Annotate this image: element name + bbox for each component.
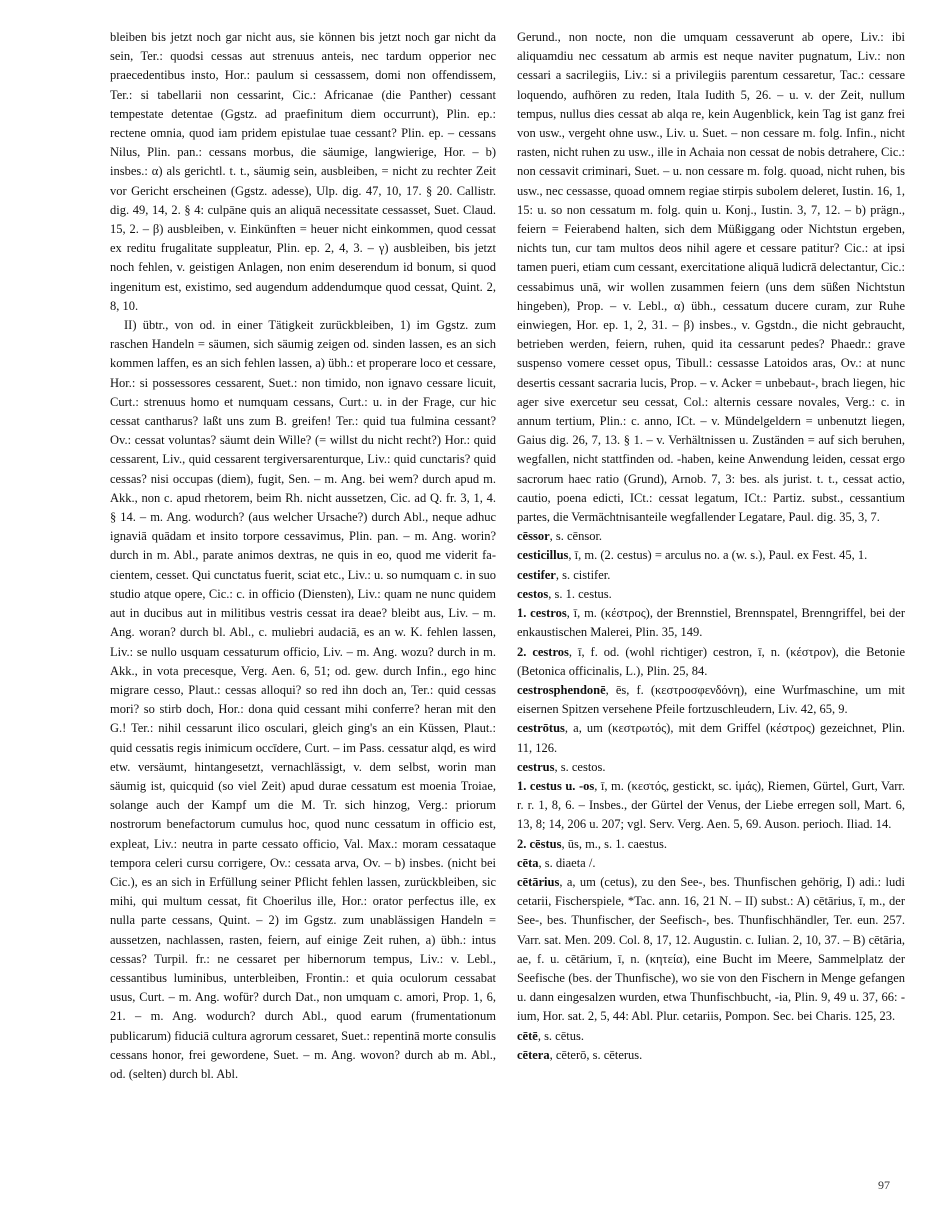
headword: 2. cēstus bbox=[517, 836, 562, 851]
entry-cetarius: cētārius, a, um (cetus), zu den See-, bes. Thunfischen gehörig, I) adi.: ludi cetarii, Fischerspiele, *Tac. ann. 16, 21 N. – II) subst.: A) cētārius, ī, m., der See-, bes. Thunfischer, der Seefisch-, bes. Thunfischhändler, Ter. eun. 257. Varr. sat. Men. 209. Col. 8, 17, 12. Augustin. c. Iulian. 2, 10, 37. – B) cētāria, ae, f. u. cētārium, ī, n. (κητεία), eine Bucht im Meere, Sammelplatz der Seefische (bes. der Thunfische), wo sie von den Fischern in Menge gefangen u. dann eingesalzen wurden, etwa Thunfischbucht, -ia, Plin. 9, 49 u. 37, 66: -ium, Hor. sat. 2, 5, 44: Abl. Plur. cetariis, Pompon. Sec. bei Charis. 125, 23. bbox=[517, 874, 905, 1024]
headword: cestos bbox=[517, 586, 549, 601]
entry-ceta: cēta, s. diaeta /. bbox=[517, 855, 596, 870]
entry-cestrus: cestrus, s. cestos. bbox=[517, 759, 606, 774]
entry-cestus-1: 1. cestus u. -os, ī, m. (κεστός, gestickt, sc. ἱμάς), Riemen, Gürtel, Gurt, Varr. r. r. 1, 8, 6. – Insbes., der Gürtel der Venus, der Liebe erregen soll, Mart. 6, 13, 8; 14, 206 u. 207; vgl. Serv. Verg. Aen. 5, 69. Auson. perioch. Iliad. 14. bbox=[517, 778, 905, 832]
headword: cētera bbox=[517, 1047, 550, 1062]
entry-cesticillus: cesticillus, ī, m. (2. cestus) = arculus no. a (w. s.), Paul. ex Fest. 45, 1. bbox=[517, 548, 868, 563]
headword: cesticillus bbox=[517, 548, 569, 563]
headword: cestrōtus bbox=[517, 721, 565, 736]
headword: cestrosphendonē bbox=[517, 682, 606, 697]
page-number: 97 bbox=[878, 1178, 890, 1192]
entry-cete: cētē, s. cētus. bbox=[517, 1028, 584, 1043]
headword: 2. cestros bbox=[517, 644, 569, 659]
entry-cestos: cestos, s. 1. cestus. bbox=[517, 586, 612, 601]
entry-continuation: bleiben bis jetzt noch gar nicht aus, sie können bis jetzt noch gar nicht da sein, Ter.: quodsi cessas aut strenuus anteis, nec tardum opperior nec praecedentibus insto, Hor.: paulum si cessassem, domi non offendissem, Ter.: si tabellarii non cessarint, Cic.: Africanae (die Panther) cessant tempestate detentae (Ggstz. ad praefinitum diem occurrunt), Plin. ep.: rectene omnia, quod iam pridem epistulae tuae cessant? Plin. ep. – cessans Nilus, Plin. pan.: cessans morbus, die säumige, langwierige, Hor. – b) insbes.: α) als gerichtl. t. t., säumig sein, ausbleiben, = nicht zu rechter Zeit vor Gericht erscheinen (Ggstz. adesse), Ulp. dig. 47, 10, 17. § 20. Callistr. dig. 49, 14, 2. § 4: culpāne quis an aliquā necessitate cessasset, Suet. Claud. 15, 2. – β) ausbleiben, v. Einkünften = heuer nicht einkommen, quod cessat ex reditu frugalitate suppleatur, Plin. ep. 2, 4, 3. – γ) ausbleiben, bis jetzt noch fehlen, v. geistigen Anlagen, non enim deserendum id bonum, si quod ingenitum est, existimo, sed augendum addendumque quod cessat, Quint. 2, 8, 10. bbox=[110, 30, 496, 313]
entry-cestros-1: 1. cestros, ī, m. (κέστρος), der Brennstiel, Brennspatel, Brenngriffel, bei der enkaustischen Malerei, Plin. 35, 149. bbox=[517, 606, 905, 640]
left-column bbox=[110, 28, 496, 1168]
headword: 1. cestros bbox=[517, 606, 567, 621]
entry-cessor: cēssor, s. cēnsor. bbox=[517, 529, 603, 544]
entry-cestros-2: 2. cestros, ī, f. od. (wohl richtiger) cestron, ī, n. (κέστρον), die Betonie (Betonica officinalis, L.), Plin. 25, 84. bbox=[517, 644, 905, 678]
entry-continuation-right: Gerund., non nocte, non die umquam cessaverunt ab opere, Liv.: ibi aliquamdiu nec cessatum ab armis est neque naviter pugnatum, Liv.: non cessari a sacrilegiis, Liv.: si a privilegiis parentum cessaretur, Tac.: cessare loquendo, aufhören zu reden, Itala Iudith 5, 26. – u. v. der Zeit, nullum tempus, nullus dies cessat ab alqa re, kein Augenblick, kein Tag ist ganz frei von usw., vergeht ohne usw., Liv. u. Suet. – non cessare m. folg. Infin., nicht rasten, nicht ruhen zu usw., ille in Achaia non cessat de nobis detrahere, Cic.: non cessavit criminari, Suet. – u. non cessare m. folg. quoad, nicht ruhen, bis usw., nec cessasse, quoad omnem regiae stirpis subolem deleret, Iustin. 16, 1, 15: u. so non cessatum m. folg. quin u. Konj., Iustin. 3, 7, 12. – b) prägn., feiern = Feierabend halten, sich dem Müßiggang oder Nichtstun ergeben, nichts tun, cur tam multos deos nihil agere et cessare patitur? Cic.: at ipsi tamen pueri, etiam cum cessant, exercitatione aliquā ludicrā delectantur, Cic.: cessabimus unā, wir wollen zusammen feiern (uns dem süßen Nichtstun hingeben), Prop. – v. Lebl., α) übh., cessatum ducere curam, zur Ruhe einwiegen, Hor. ep. 1, 2, 31. – β) insbes., v. Ggstdn., die nicht gebraucht, betrieben werden, feiern, ruhen, quid ita cessarunt pedes? Phaedr.: grave suspenso vomere cesset opus, Tibull.: cessasse Latoidos aras, Ov.: at nunc desertis cessant sacraria lucis, Prop. – v. Acker = unbebaut-, brach liegen, hic ager sive exercetur seu cessat, Col.: alternis cessare novales, Verg.: c. in annum tertium, Plin.: c. anno, ICt. – v. Mündelgeldern = unbenutzt liegen, Gaius dig. 26, 7, 13. § 1. – v. Verhältnissen u. Zuständen = auf sich beruhen, wegfallen, nicht stattfinden od. -haben, keine Anwendung leiden, cessat ergo sacrorum haec ratio (Grund), Arnob. 7, 3: bes. als jurist. t. t., cessat actio, cautio, poena edicti, ICt.: cessat legatum, ICt.: Partiz. subst., cessantium partes, die Vermächtnisanteile wegfallender Legatare, Paul. dig. 35, 3, 7. bbox=[517, 30, 905, 525]
headword: 1. cestus u. -os bbox=[517, 778, 595, 793]
headword: cestrus bbox=[517, 759, 555, 774]
entry-section-II: II) übtr., von od. in einer Tätigkeit zurückbleiben, 1) im Ggstz. zum raschen Handeln = säumen, sich säumig zeigen od. sinden lassen, es an sich kommen laffen, es an sich fehlen lassen, a) übh.: et properare loco et cessare, Hor.: si possessores cessarent, Suet.: non timido, non ignavo cessare licuit, Curt.: strenuus homo et numquam cessans, Curt.: u. in der Frage, cur hic cessat cantharus? laßt uns zum B. greifen! Ter.: quid tua fulmina cessant? Ov.: cessat voluntas? säumt dein Wille? (= willst du nicht recht?) Hor.: quid cessarent, Liv., quid cessarent tergiversarenturque, Liv.: quid cunctaris? quid cessas? nisi occupas (diem), fugit, Sen. – m. Ang. bei wem? durch apud m. Akk., non c. apud rhetorem, beim Rh. nicht aussetzen, Cic. ad Q. fr. 3, 1, 4. § 14. – m. Ang. wodurch? (aus welcher Ursache?) durch Abl., neque adhuc ignaviā quādam et insito torpore cessavimus, Plin. pan. – m. Ang. worin? durch in m. Abl., parate animos dextras, ne quis in eo, quod me viderit facientem, cesset. Qui cunctatus fuerit, sciat etc., Liv.: u. so numquam c. in suo studio atque opere, Cic.: c. in officio (Diensten), Liv.: quam ne nunc quidem aut in ducibus aut in militibus vestris cessat ira deae? bleibt aus, Liv. – m. Ang. woran? durch bl. Abl., c. muliebri audaciā, es an w. K. fehlen lassen, Liv.: se nullo usquam cessaturum officio, Liv. – m. Ang. wozu? durch in m. Akk., in vota precesque, Verg. Aen. 6, 51; od. gew. durch Infin., ego hinc migrare cesso, Plaut.: cessas alloqui? so red ihn doch an, Ter.: quid cessas mori? so stirb doch, Hor.: dona quid cessant mihi conferre? heran mit den G.! Ter.: nihil cessarunt ilico osculari, gleich ging's an ein Küssen, Plaut.: quid cessatis regis inimicum occīdere, Curt. – im Pass. cessatur alqd, es wird etw. versäumt, hintangesetzt, vernachlässigt, v. dem selbst, worin man säumig ist, quicquid (so viel Zeit) apud durae cessatum est moenia Troiae, solange auch der Kampf um die M. Tr. sich hinzog, Verg.: priorum nostrorum benefactorum cumulus hoc, quod nunc cessatum in officio est, expleat, Liv.: neutra in parte cessato officio, Val. Max.: moram cessataque tempora celeri cursu corrigere, Ov.: cessata arva, Ov. – b) insbes. (nicht bei Cic.), es an sich in Erfüllung seiner Pflicht fehlen lassen, zurückbleiben, sic mihi, qui multum cessat, fit Choerilus ille, Hor.: orator perfectus ille, ex nulla parte cessans, Quint. – 2) im Ggstz. zum unablässigen Handeln = aussetzen, nachlassen, rasten, feiern, auf einige Zeit ruhen, a) übh.: intus cessas? Turpil. fr.: ne cessaret per hibernorum tempus, Liv.: v. Lebl., cessantibus luminibus, unterbleiben, Frontin.: et quia oculorum cessabat usus, Curt. – m. Ang. wofür? durch Dat., non umquam c. amori, Prop. 1, 6, 21. – m. Ang. wodurch? durch Abl., quod earum (frumentationum publicarum) fiduciā cultura agrorum cessaret, Suet.: repentinā morte consulis cessans honor, frei gewordene, Suet. – m. Ang. wovon? durch ab m. Abl., od. (selten) durch bl. Abl. bbox=[110, 318, 496, 1081]
entry-cestrosphendone: cestrosphendonē, ēs, f. (κεστροσφενδόνη), eine Wurfmaschine, um mit eisernen Spitzen versehene Pfeile fortzuschleudern, Liv. 42, 65, 9. bbox=[517, 682, 905, 717]
headword: cēssor bbox=[517, 529, 550, 544]
headword: cētārius bbox=[517, 874, 560, 889]
headword: cētē bbox=[517, 1028, 538, 1043]
right-column bbox=[517, 28, 905, 1168]
entry-cetera: cētera, cēterō, s. cēterus. bbox=[517, 1047, 643, 1062]
entry-cestus-2: 2. cēstus, ūs, m., s. 1. caestus. bbox=[517, 836, 668, 851]
entry-cestrotus: cestrōtus, a, um (κεστρωτός), mit dem Griffel (κέστρος) gezeichnet, Plin. 11, 126. bbox=[517, 721, 905, 755]
headword: cēta bbox=[517, 855, 539, 870]
headword: cestifer bbox=[517, 567, 556, 582]
entry-cestifer: cestifer, s. cistifer. bbox=[517, 567, 611, 582]
